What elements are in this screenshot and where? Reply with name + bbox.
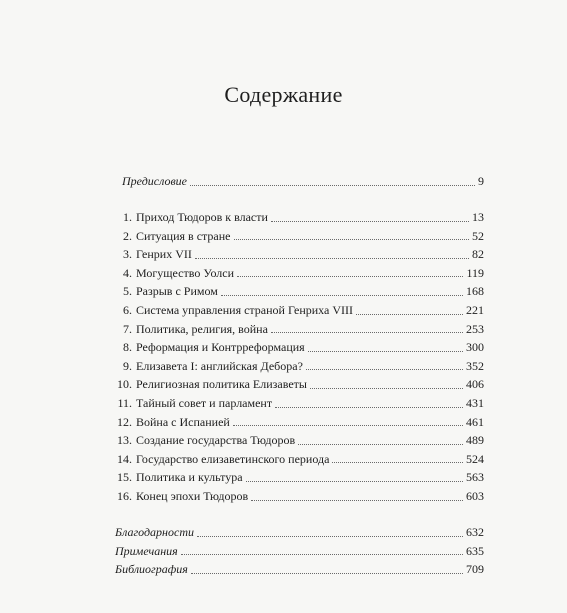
toc-entry [112, 560, 484, 579]
toc-entry [112, 450, 484, 469]
entry-page: 635 [466, 543, 484, 558]
entry-page: 119 [466, 265, 484, 280]
dot-leader [190, 185, 475, 186]
entry-page: 300 [466, 340, 484, 355]
entry-label: Реформация и Контрреформация [136, 340, 305, 355]
dot-leader [356, 314, 463, 315]
entry-label: Благодарности [115, 525, 194, 539]
entry-page: 221 [466, 302, 484, 317]
toc-entry [112, 357, 484, 376]
entry-number: 12. [117, 414, 132, 429]
dot-leader [271, 221, 469, 222]
toc-entry [112, 301, 484, 320]
toc-entry [112, 394, 484, 413]
toc-entry-preface [112, 172, 484, 191]
entry-label: Система управления страной Генриха VIII [136, 302, 353, 317]
entry-label: Война с Испанией [136, 414, 230, 429]
entry-label: Тайный совет и парламент [136, 395, 273, 410]
entry-number: 4. [123, 265, 132, 280]
dot-leader [298, 444, 463, 445]
toc-entry [112, 468, 484, 487]
dot-leader [197, 536, 463, 537]
dot-leader [195, 258, 469, 259]
dot-leader [308, 351, 463, 352]
entry-number: 1. [123, 210, 132, 224]
back-matter-section [112, 523, 484, 579]
entry-page: 632 [466, 525, 484, 539]
entry-page: 603 [466, 488, 484, 503]
entry-label: Елизавета I: английская Дебора? [136, 358, 303, 373]
dot-leader [221, 295, 463, 296]
entry-page: 82 [472, 247, 484, 262]
entry-number: 5. [123, 284, 132, 299]
toc-entry [112, 413, 484, 432]
toc-entry [112, 431, 484, 450]
entry-number: 15. [117, 470, 132, 485]
entry-label: Ситуация в стране [136, 228, 231, 243]
toc-entry [112, 245, 484, 264]
entry-number: 6. [123, 302, 132, 317]
entry-number: 3. [123, 247, 132, 262]
entry-number: 10. [117, 377, 132, 392]
dot-leader [191, 573, 463, 574]
entry-label: Государство елизаветинского периода [136, 451, 330, 466]
dot-leader [233, 425, 463, 426]
entry-number: 16. [117, 488, 132, 503]
entry-label: Разрыв с Римом [136, 284, 218, 299]
entry-page: 406 [466, 377, 484, 392]
entry-number: 14. [117, 451, 132, 466]
entry-number: 7. [123, 321, 132, 336]
dot-leader [246, 481, 463, 482]
entry-page: 9 [478, 174, 484, 188]
preface-section [112, 172, 484, 191]
entry-page: 563 [466, 470, 484, 485]
entry-label: Генрих VII [136, 247, 192, 262]
entry-label: Конец эпохи Тюдоров [136, 488, 249, 503]
toc-entry [112, 542, 484, 561]
entry-label: Могущество Уолси [136, 265, 235, 280]
toc-entry [112, 523, 484, 542]
entry-page: 461 [466, 414, 484, 429]
dot-leader [310, 388, 463, 389]
dot-leader [332, 462, 463, 463]
dot-leader [234, 239, 469, 240]
entry-label: Библиография [115, 562, 188, 577]
entry-number: 2. [123, 228, 132, 243]
entry-page: 524 [466, 451, 484, 466]
entry-page: 489 [466, 433, 484, 448]
entry-number: 9. [123, 358, 132, 373]
dot-leader [275, 407, 463, 408]
entry-page: 168 [466, 284, 484, 299]
dot-leader [271, 332, 463, 333]
toc-entry [112, 264, 484, 283]
entry-label: Создание государства Тюдоров [136, 433, 296, 448]
dot-leader [306, 369, 463, 370]
entry-page: 431 [466, 395, 484, 410]
entry-label: Политика и культура [136, 470, 243, 485]
dot-leader [181, 554, 463, 555]
toc-entry [112, 320, 484, 339]
toc-entry [112, 282, 484, 301]
entry-number: 11. [117, 395, 132, 410]
toc-entry [112, 338, 484, 357]
toc-entry [112, 375, 484, 394]
page-title: Содержание [224, 82, 343, 107]
entry-label: Предисловие [122, 174, 188, 188]
chapters-section [112, 208, 484, 506]
entry-number: 13. [117, 433, 132, 448]
entry-label: Религиозная политика Елизаветы [136, 377, 307, 392]
entry-page: 52 [472, 228, 484, 243]
entry-label: Политика, религия, война [136, 321, 268, 336]
entry-page: 253 [466, 321, 484, 336]
dot-leader [237, 276, 463, 277]
entry-label: Примечания [115, 543, 178, 558]
entry-label: Приход Тюдоров к власти [136, 210, 268, 224]
toc-entry [112, 487, 484, 506]
entry-page: 352 [466, 358, 484, 373]
entry-page: 13 [472, 210, 484, 224]
entry-page: 709 [466, 562, 484, 577]
dot-leader [251, 500, 463, 501]
toc-entry [112, 227, 484, 246]
entry-number: 8. [123, 340, 132, 355]
toc-entry [112, 208, 484, 227]
